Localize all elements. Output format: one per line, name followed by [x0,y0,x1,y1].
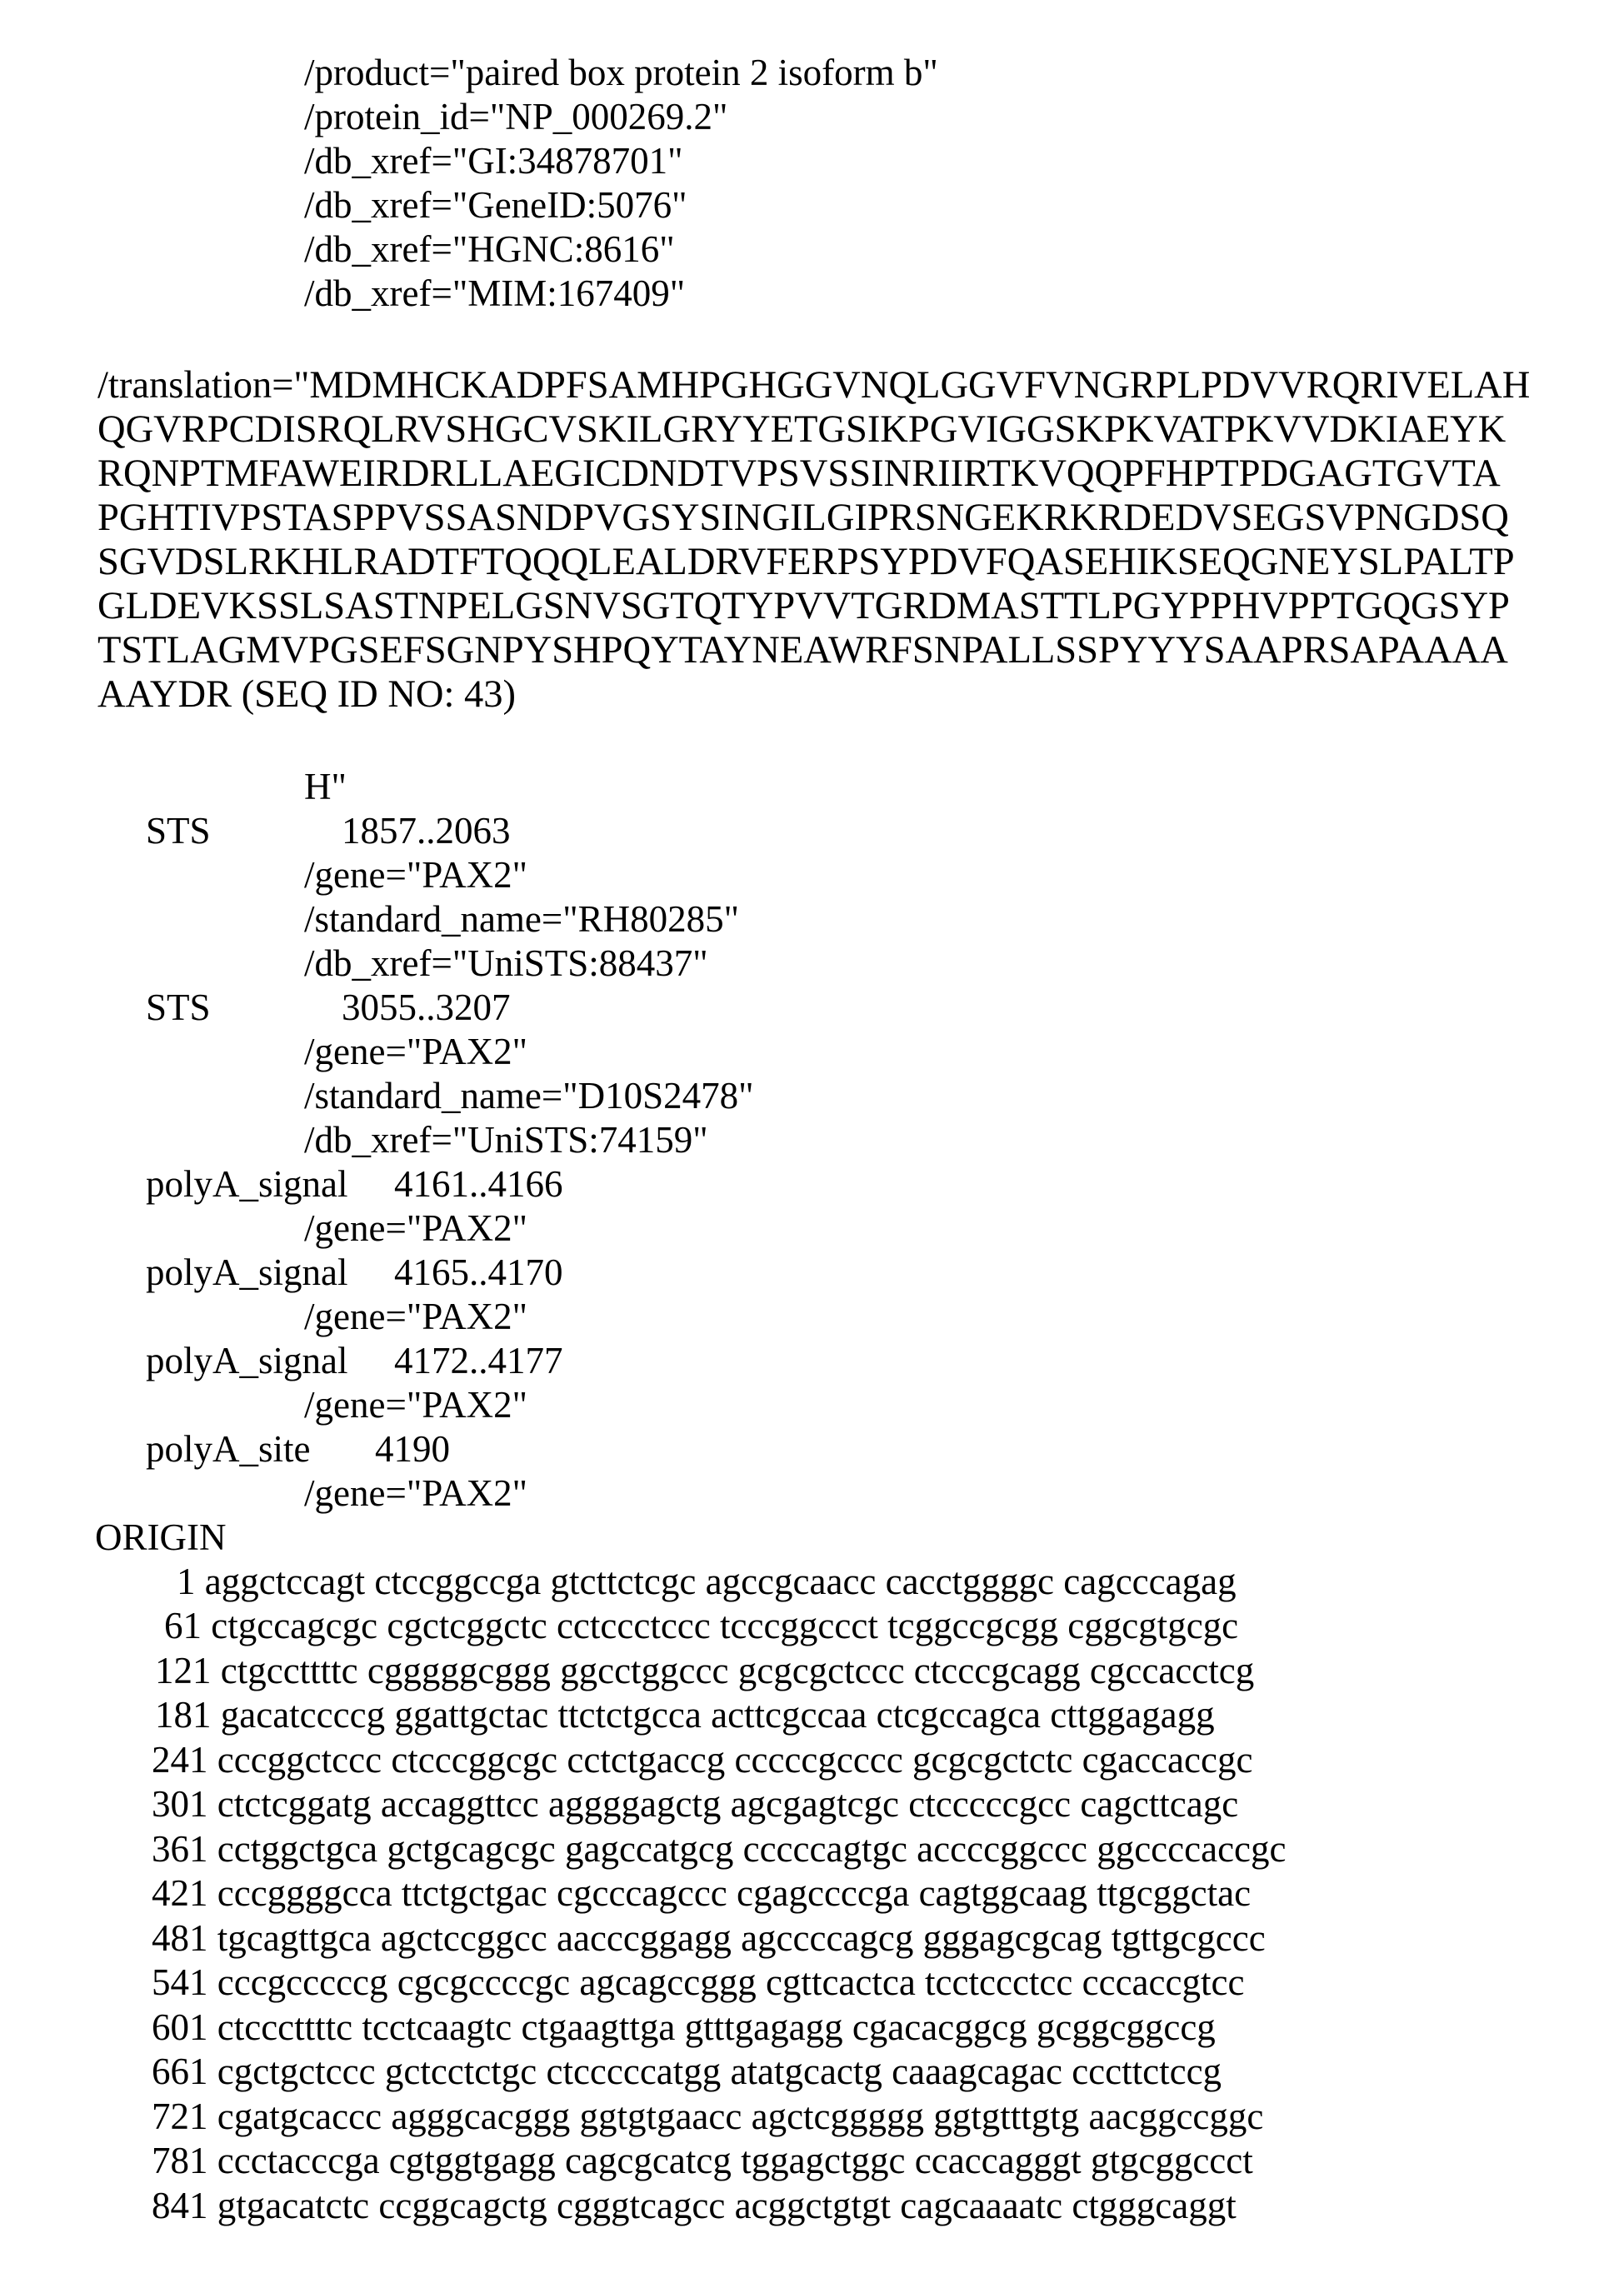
feature-qualifier: /gene="PAX2" [304,1296,527,1337]
sequence-line [152,1916,1266,1961]
sequence-position: 661 [152,2051,208,2092]
sequence-bases: ctctcggatg accaggttcc aggggagctg agcgagtcgc ctcccccgcc cagcttcagc [217,1783,1239,1825]
qualifier-db-xref: /db_xref="GI:34878701" [304,140,683,182]
translation-line: AAYDR (SEQ ID NO: 43) [97,673,517,716]
sequence-bases: cccggggcca ttctgctgac cgcccagccc cgagccccga cagtggcaag ttgcggctac [217,1872,1252,1914]
feature-key-polya-signal: polyA_signal [146,1340,348,1381]
sequence-bases: ccctacccga cgtggtgagg cagcgcatcg tggagctggc ccaccagggt gtgcggccct [217,2140,1253,2181]
sequence-line [152,1871,1251,1916]
sequence-bases: gacatccccg ggattgctac ttctctgcca acttcgccaa ctcgccagca cttggagagg [220,1694,1215,1736]
qualifier-db-xref: /db_xref="MIM:167409" [304,272,686,314]
sequence-position: 721 [152,2096,208,2137]
translation-line: TSTLAGMVPGSEFSGNPYSHPQYTAYNEAWRFSNPALLSSPYYYSAAPRSAPAAAA [97,629,1508,672]
feature-qualifier: /db_xref="UniSTS:88437" [304,942,708,984]
sequence-position: 481 [152,1917,208,1959]
sequence-line [152,1738,1252,1782]
feature-key-polya-signal: polyA_signal [146,1251,348,1293]
sequence-position: 361 [152,1828,208,1870]
sequence-position: 181 [155,1694,212,1736]
sequence-bases: ctgccagcgc cgctcggctc cctccctccc tcccggccct tcggccgcgg cggcgtgcgc [211,1605,1239,1646]
feature-qualifier: /standard_name="RH80285" [304,898,740,940]
sequence-position: 421 [152,1872,208,1914]
sequence-bases: ctgccttttc cgggggcggg ggcctggccc gcgcgctccc ctcccgcagg cgccacctcg [220,1650,1255,1691]
translation-line: PGHTIVPSTASPPVSSASNDPVGSYSINGILGIPRSNGEKRKRDEDVSEGSVPNGDSQ [97,497,1509,539]
feature-location: 4165..4170 [394,1251,563,1293]
sequence-bases: cccgcccccg cgcgccccgc agcagccggg cgttcactca tcctccctcc cccaccgtcc [217,1961,1245,2003]
feature-continuation: H" [304,766,347,807]
translation-line: RQNPTMFAWEIRDRLLAEGICDNDTVPSVSSINRIIRTKVQQPFHPTPDGAGTGVTA [97,452,1501,495]
sequence-position: 781 [152,2140,208,2181]
translation-line: SGVDSLRKHLRADTFTQQQLEALDRVFERPSYPDVFQASEHIKSEQGNEYSLPALTP [97,541,1515,583]
sequence-line [177,1560,1237,1604]
feature-qualifier: /gene="PAX2" [304,1472,527,1514]
feature-qualifier: /db_xref="UniSTS:74159" [304,1119,708,1161]
qualifier-db-xref: /db_xref="GeneID:5076" [304,184,687,226]
translation-line: GLDEVKSSLSASTNPELGSNVSGTQTYPVVTGRDMASTTLPGYPPHVPPTGQGSYP [97,585,1510,627]
sequence-position: 541 [152,1961,208,2003]
sequence-bases: gtgacatctc ccggcagctg cgggtcagcc acggctgtgt cagcaaaatc ctgggcaggt [217,2185,1237,2226]
sequence-bases: cccggctccc ctcccggcgc cctctgaccg cccccgcccc gcgcgctctc cgaccaccgc [217,1739,1253,1781]
translation-line: QGVRPCDISRQLRVSHGCVSKILGRYYETGSIKPGVIGGSKPKVATPKVVDKIAEYK [97,408,1507,451]
sequence-bases: ctcccttttc tcctcaagtc ctgaagttga gtttgagagg cgacacggcg gcggcggccg [217,2006,1216,2048]
feature-location: 1857..2063 [342,810,511,852]
sequence-line [155,1649,1254,1693]
sequence-line [152,1782,1238,1826]
feature-key-sts: STS [146,810,211,852]
sequence-bases: cgatgcaccc agggcacggg ggtgtgaacc agctcggggg ggtgtttgtg aacggccggc [217,2096,1264,2137]
qualifier-db-xref: /db_xref="HGNC:8616" [304,228,675,270]
sequence-bases: tgcagttgca agctccggcc aacccggagg agccccagcg gggagcgcag tgttgcgccc [217,1917,1266,1959]
sequence-bases: cctggctgca gctgcagcgc gagccatgcg cccccagtgc accccggccc ggccccaccgc [217,1828,1287,1870]
qualifier-product: /product="paired box protein 2 isoform b" [304,52,938,93]
sequence-position: 61 [164,1605,202,1646]
translation-line: /translation="MDMHCKADPFSAMHPGHGGVNQLGGVFVNGRPLPDVVRQRIVELAH [97,364,1531,407]
sequence-position: 241 [152,1739,208,1781]
qualifier-protein-id: /protein_id="NP_000269.2" [304,96,728,137]
sequence-line [152,2050,1222,2094]
feature-qualifier: /standard_name="D10S2478" [304,1075,754,1117]
feature-location: 4190 [375,1428,450,1470]
feature-qualifier: /gene="PAX2" [304,1384,527,1426]
sequence-position: 121 [155,1650,212,1691]
feature-location: 3055..3207 [342,987,511,1028]
sequence-line [152,2006,1216,2050]
sequence-line [152,2139,1253,2183]
feature-qualifier: /gene="PAX2" [304,1031,527,1072]
feature-key-sts: STS [146,987,211,1028]
sequence-line [164,1604,1238,1648]
sequence-line [152,1827,1287,1871]
sequence-position: 841 [152,2185,208,2226]
feature-key-polya-signal: polyA_signal [146,1163,348,1205]
sequence-line [155,1693,1215,1737]
feature-qualifier: /gene="PAX2" [304,1207,527,1249]
feature-location: 4161..4166 [394,1163,563,1205]
origin-label: ORIGIN [95,1516,227,1558]
feature-location: 4172..4177 [394,1340,563,1381]
feature-key-polya-site: polyA_site [146,1428,311,1470]
sequence-line [152,2095,1263,2139]
feature-qualifier: /gene="PAX2" [304,854,527,896]
sequence-bases: cgctgctccc gctcctctgc ctcccccatgg atatgcactg caaagcagac cccttctccg [217,2051,1222,2092]
sequence-bases: aggctccagt ctccggccga gtcttctcgc agccgcaacc cacctggggc cagcccagag [204,1561,1237,1602]
sequence-position: 1 [177,1561,196,1602]
sequence-line [152,1961,1244,2005]
sequence-line [152,2184,1237,2228]
sequence-position: 601 [152,2006,208,2048]
sequence-position: 301 [152,1783,208,1825]
